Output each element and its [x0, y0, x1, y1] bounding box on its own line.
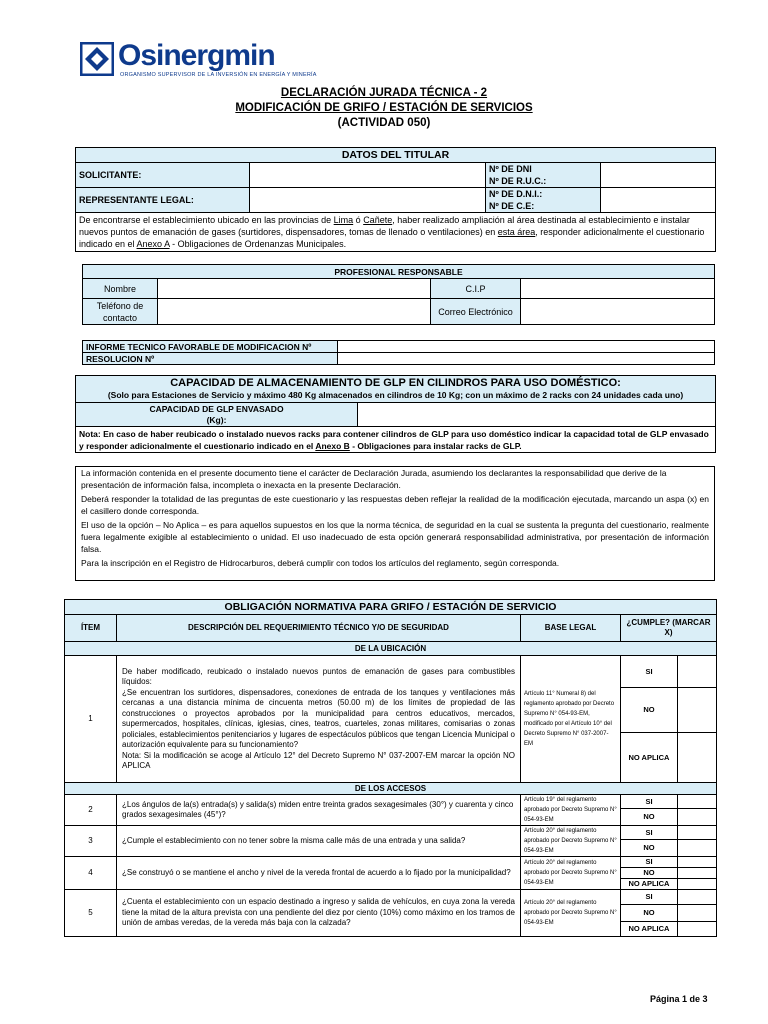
nombre-label: Nombre	[83, 279, 158, 299]
item-2-base: Artículo 19° del reglamento aprobado por Decreto Supremo N° 054-93-EM	[521, 795, 621, 826]
item-5-na-label: NO APLICA	[621, 922, 678, 937]
correo-field[interactable]	[521, 299, 715, 325]
section-accesos: DE LOS ACCESOS	[65, 783, 717, 795]
solicitante-field[interactable]	[250, 163, 486, 188]
item-1-na-label: NO APLICA	[621, 733, 678, 783]
section-ubicacion: DE LA UBICACIÓN	[65, 642, 717, 656]
item-4-no-label: NO	[621, 868, 678, 879]
nombre-field[interactable]	[158, 279, 431, 299]
item-4-si-box[interactable]	[678, 857, 717, 868]
item-1-desc: De haber modificado, reubicado o instalado nuevos puntos de emanación de gases para combustibles líquidos: ¿Se encuentran los surtidores, dispensadores, conexiones de entrada de los tanques y ventilaciones más cercanas a una distancia mínima de cincuenta metros (50.00 m) de los límites de propiedad de las construcciones o proyectos aprobados por la municipalidad para centros educativos, mercados, supermercados, hospitales, clínicas, iglesias, cines, teatros, cuarteles, zonas militares, comisarias o zonas policiales, establecimientos penitenciarios y lugares de espectáculos públicos que tengan Licencia Municipal o autorización equivalente para su funcionamiento? Nota: Si la modificación se acoge al Artículo 12° del Decreto Supremo N° 037-2007-EM marcar la opción NO APLICA	[117, 656, 521, 783]
col-cumple: ¿CUMPLE? (MARCAR X)	[621, 615, 717, 642]
item-5-no-box[interactable]	[678, 905, 717, 922]
informe-table	[82, 340, 715, 365]
titular-header: DATOS DEL TITULAR	[76, 148, 716, 163]
title-line-2: MODIFICACIÓN DE GRIFO / ESTACIÓN DE SERVICIOS	[235, 102, 533, 114]
item-5-num: 5	[65, 890, 117, 937]
profesional-table	[82, 264, 715, 325]
telefono-label: Teléfono de contacto	[83, 299, 158, 325]
informe-label: INFORME TECNICO FAVORABLE DE MODIFICACION Nº	[83, 341, 338, 353]
solicitante-label: SOLICITANTE:	[76, 163, 250, 188]
correo-label: Correo Electrónico	[431, 299, 521, 325]
ce-label: Nº DE C.E:	[489, 201, 535, 211]
item-5-base: Artículo 20° del reglamento aprobado por Decreto Supremo N° 054-93-EM	[521, 890, 621, 937]
item-2-si-box[interactable]	[678, 795, 717, 809]
item-4-num: 4	[65, 857, 117, 890]
item-4-na-label: NO APLICA	[621, 879, 678, 890]
item-3-si-box[interactable]	[678, 826, 717, 840]
item-3-si-label: SI	[621, 826, 678, 840]
glp-capacidad-field[interactable]	[358, 403, 716, 427]
item-5-no-label: NO	[621, 905, 678, 922]
item-1-num: 1	[65, 656, 117, 783]
informe-field[interactable]	[338, 341, 715, 353]
declaracion-p2: Deberá responder la totalidad de las preguntas de este cuestionario y las respuestas deben reflejar la realidad de la modificación ejecutada, marcando un aspa (x) en el casillero donde corresponda.	[81, 494, 709, 516]
item-2-no-label: NO	[621, 809, 678, 826]
declaracion-p3: El uso de la opción – No Aplica – es para aquellos supuestos en los que la norma técnica, de seguridad en la cual se sustenta la pregunta del cuestionario, realmente fuera legalmente exigible al establecimiento o unidad. El uso inadecuado de esta opción generará responsabilidad administrativa, por presentación de información falsa.	[81, 520, 709, 554]
titular-table	[75, 147, 716, 252]
item-4-no-box[interactable]	[678, 868, 717, 879]
item-4-base: Artículo 20° del reglamento aprobado por Decreto Supremo N° 054-93-EM	[521, 857, 621, 890]
cip-label: C.I.P	[431, 279, 521, 299]
item-1-base: Artículo 11° Numeral 8) del reglamento aprobado por Decreto Supremo N° 054-93-EM, modificado por el Artículo 10° del Decreto Supremo N° 037-2007-EM	[521, 656, 621, 783]
document-title	[0, 86, 768, 131]
logo-name: Osinergmin	[118, 39, 275, 72]
item-1-no-label: NO	[621, 688, 678, 733]
telefono-field[interactable]	[158, 299, 431, 325]
glp-note: Nota: En caso de haber reubicado o instalado nuevos racks para contener cilindros de GLP para uso doméstico indicar la capacidad total de GLP envasado y responder adicionalmente el cuestionario indicado en el Anexo B - Obligaciones para instalar racks de GLP.	[76, 427, 716, 453]
dni-ruc-labels	[486, 163, 601, 188]
title-line-3: (ACTIVIDAD 050)	[337, 117, 431, 129]
item-5-na-box[interactable]	[678, 922, 717, 937]
item-1-si-box[interactable]	[678, 656, 717, 688]
glp-title: CAPACIDAD DE ALMACENAMIENTO DE GLP EN CILINDROS PARA USO DOMÉSTICO:	[170, 377, 621, 389]
glp-header	[76, 376, 716, 403]
item-3-base: Artículo 20° del reglamento aprobado por Decreto Supremo N° 054-93-EM	[521, 826, 621, 857]
titular-note: De encontrarse el establecimiento ubicado en las provincias de Lima ó Cañete, haber realizado ampliación al área destinada al establecimiento e instalar nuevos puntos de emanación de gases (surtidores, dispensadores, tomas de llenado o ventilaciones) en esta área, responder adicionalmente el cuestionario indicado en el Anexo A - Obligaciones de Ordenanzas Municipales.	[76, 213, 716, 252]
col-base: BASE LEGAL	[521, 615, 621, 642]
ruc-label: Nº DE R.U.C.:	[489, 176, 547, 186]
item-1-no-box[interactable]	[678, 688, 717, 733]
obligacion-table	[64, 599, 717, 937]
item-1-na-box[interactable]	[678, 733, 717, 783]
item-3-no-label: NO	[621, 840, 678, 857]
item-4-na-box[interactable]	[678, 879, 717, 890]
dni2-ce-field[interactable]	[601, 188, 716, 213]
title-line-1: DECLARACIÓN JURADA TÉCNICA - 2	[280, 87, 488, 99]
item-2-num: 2	[65, 795, 117, 826]
representante-field[interactable]	[250, 188, 486, 213]
item-5-desc: ¿Cuenta el establecimiento con un espacio destinado a ingreso y salida de vehículos, en cuya zona la vereda tiene la mitad de la altura prevista con una pendiente del diez por ciento (10%) como máximo en los tramos de unión de ambas veredas, de la vereda más baja con la calzada?	[117, 890, 521, 937]
item-2-si-label: SI	[621, 795, 678, 809]
obligacion-title: OBLIGACIÓN NORMATIVA PARA GRIFO / ESTACIÓN DE SERVICIO	[65, 600, 717, 615]
profesional-header: PROFESIONAL RESPONSABLE	[83, 265, 715, 279]
item-5-si-label: SI	[621, 890, 678, 905]
osinergmin-logo	[80, 39, 317, 85]
declaracion-table	[75, 466, 715, 570]
logo-subtitle: ORGANISMO SUPERVISOR DE LA INVERSIÓN EN ENERGÍA Y MINERÍA	[120, 72, 317, 78]
item-2-no-box[interactable]	[678, 809, 717, 826]
representante-label: REPRESENTANTE LEGAL:	[76, 188, 250, 213]
dni-label: Nº DE DNI	[489, 164, 532, 174]
declaracion-p1: La información contenida en el presente documento tiene el carácter de Declaración Jurada, asumiendo los declarantes la responsabilidad que derive de la presentación de información falsa, incompleta o inexacta en la presente Declaración.	[81, 468, 667, 490]
dni2-label: Nº DE D.N.I.:	[489, 189, 543, 199]
col-item: ÍTEM	[65, 615, 117, 642]
declaracion-p4: Para la inscripción en el Registro de Hidrocarburos, deberá cumplir con todos los artículos del reglamento, según corresponda.	[81, 558, 560, 568]
cip-field[interactable]	[521, 279, 715, 299]
item-3-desc: ¿Cumple el establecimiento con no tener sobre la misma calle más de una entrada y una salida?	[117, 826, 521, 857]
item-4-si-label: SI	[621, 857, 678, 868]
page-number: Página 1 de 3	[650, 994, 708, 1004]
glp-table	[75, 375, 716, 453]
item-3-no-box[interactable]	[678, 840, 717, 857]
item-1-si-label: SI	[621, 656, 678, 688]
item-5-si-box[interactable]	[678, 890, 717, 905]
item-2-desc: ¿Los ángulos de la(s) entrada(s) y salida(s) miden entre treinta grados sexagesimales (30°) y cuarenta y cinco grados sexagesimales (45°)?	[117, 795, 521, 826]
resolucion-field[interactable]	[338, 353, 715, 365]
item-4-desc: ¿Se construyó o se mantiene el ancho y nivel de la vereda frontal de acuerdo a lo fijado por la municipalidad?	[117, 857, 521, 890]
dni-ruc-field[interactable]	[601, 163, 716, 188]
osinergmin-logo-icon	[80, 42, 114, 76]
item-3-num: 3	[65, 826, 117, 857]
dni2-ce-labels	[486, 188, 601, 213]
glp-capacidad-label: CAPACIDAD DE GLP ENVASADO (Kg):	[76, 403, 358, 427]
resolucion-label: RESOLUCION Nº	[83, 353, 338, 365]
glp-subtitle: (Solo para Estaciones de Servicio y máximo 480 Kg almacenados en cilindros de 10 Kg; con un máximo de 2 racks con 24 unidades cada uno)	[107, 390, 684, 400]
col-desc: DESCRIPCIÓN DEL REQUERIMIENTO TÉCNICO Y/O DE SEGURIDAD	[117, 615, 521, 642]
